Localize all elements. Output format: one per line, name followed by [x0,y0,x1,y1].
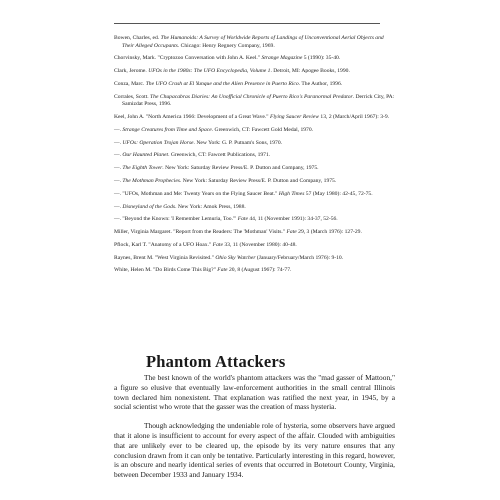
body-paragraph: The best known of the world's phantom attackers was the "mad gasser of Mattoon," a figure so elusive that eventually law-enforcement authorities in the small central Illinois town declared him nonexistent. That explanation was ratified the next year, in 1945, by a social scientist who wrote that the gasser was the creation of mass hysteria. [114,373,395,412]
reference-entry: Pflock, Karl T. "Anatomy of a UFO Hoax." Fate 33, 11 (November 1980): 40-48. [114,241,297,248]
reference-entry: Chorvinsky, Mark. "Cryptozoo Conversation with John A. Keel." Strange Magazine 5 (1990): 35-40. [114,55,341,62]
reference-entry: White, Helen M. "Do Birds Come This Big?" Fate 20, 8 (August 1967): 74-77. [114,267,292,274]
reference-entry: Keel, John A. "North America 1966: Development of a Great Wave." Flying Saucer Review 13, 2 (March/April 1967): 3-9. [114,114,390,121]
reference-entry: —. Disneyland of the Gods. New York: Amok Press, 1988. [114,203,246,210]
top-rule [114,23,380,24]
reference-entry: Corrales, Scott. The Chupacabras Diaries: An Unofficial Chronicle of Puerto Rico's Paranormal Predator. Derrick City, PA: Samizdat Press, 1996. [114,93,395,108]
reference-entry: Miller, Virginia Margaret. "Report from the Readers: The 'Mothman' Visits." Fate 29, 3 (March 1976): 127-29. [114,229,362,236]
reference-entry: —. "UFOs, Mothman and Me: Twenty Years on the Flying Saucer Beat." High Times 57 (May 1980): 42-45, 72-75. [114,190,373,197]
reference-entry: —. The Mothman Prophecies. New York: Saturday Review Press/E. P. Dutton and Company, 1975. [114,178,337,184]
section-body [114,373,395,480]
body-paragraph: Though acknowledging the undeniable role of hysteria, some observers have argued that it alone is insufficient to account for every aspect of the affair. Clouded with ambiguities that are unlikely ever to be cleared up, the episode by its very nature ensures that any conclusion drawn from it can only be tentative. Particularly interesting in this regard, however, is an obscure and nearly identical series of events that occurred in Botetourt County, Virginia, between December 1933 and January 1934. [114,421,395,480]
reference-entry: Raynes, Brent M. "West Virginia Revisited." Ohio Sky Watcher (January/February/March 1976): 9-10. [114,254,344,261]
reference-entry: —. "Beyond the Known: 'I Remember Lemuria, Too.'" Fate 44, 11 (November 1991): 34-37, 52-56. [114,216,338,223]
reference-entry: —. UFOs: Operation Trojan Horse. New York: G. P. Putnam's Sons, 1970. [114,139,283,146]
reference-entry: —. Strange Creatures from Time and Space. Greenwich, CT: Fawcett Gold Medal, 1970. [114,126,314,133]
bibliography [114,35,396,280]
reference-entry: Conza, Marc. The UFO Crash at El Yunque and the Alien Presence in Puerto Rico. The Author, 1996. [114,80,343,87]
reference-entry: Clark, Jerome. UFOs in the 1980s: The UFO Encyclopedia, Volume 1. Detroit, MI: Apogee Books, 1990. [114,68,350,75]
section-heading: Phantom Attackers [146,352,286,371]
reference-entry: Bowen, Charles, ed. The Humanoids: A Survey of Worldwide Reports of Landings of Unconventional Aerial Objects and Their Alleged Occupants. Chicago: Henry Regnery Company, 1969. [114,35,384,49]
reference-entry: —. Our Haunted Planet. Greenwich, CT: Fawcett Publications, 1971. [114,152,271,159]
reference-entry: —. The Eighth Tower. New York: Saturday Review Press/E. P. Dutton and Company, 1975. [114,165,319,172]
